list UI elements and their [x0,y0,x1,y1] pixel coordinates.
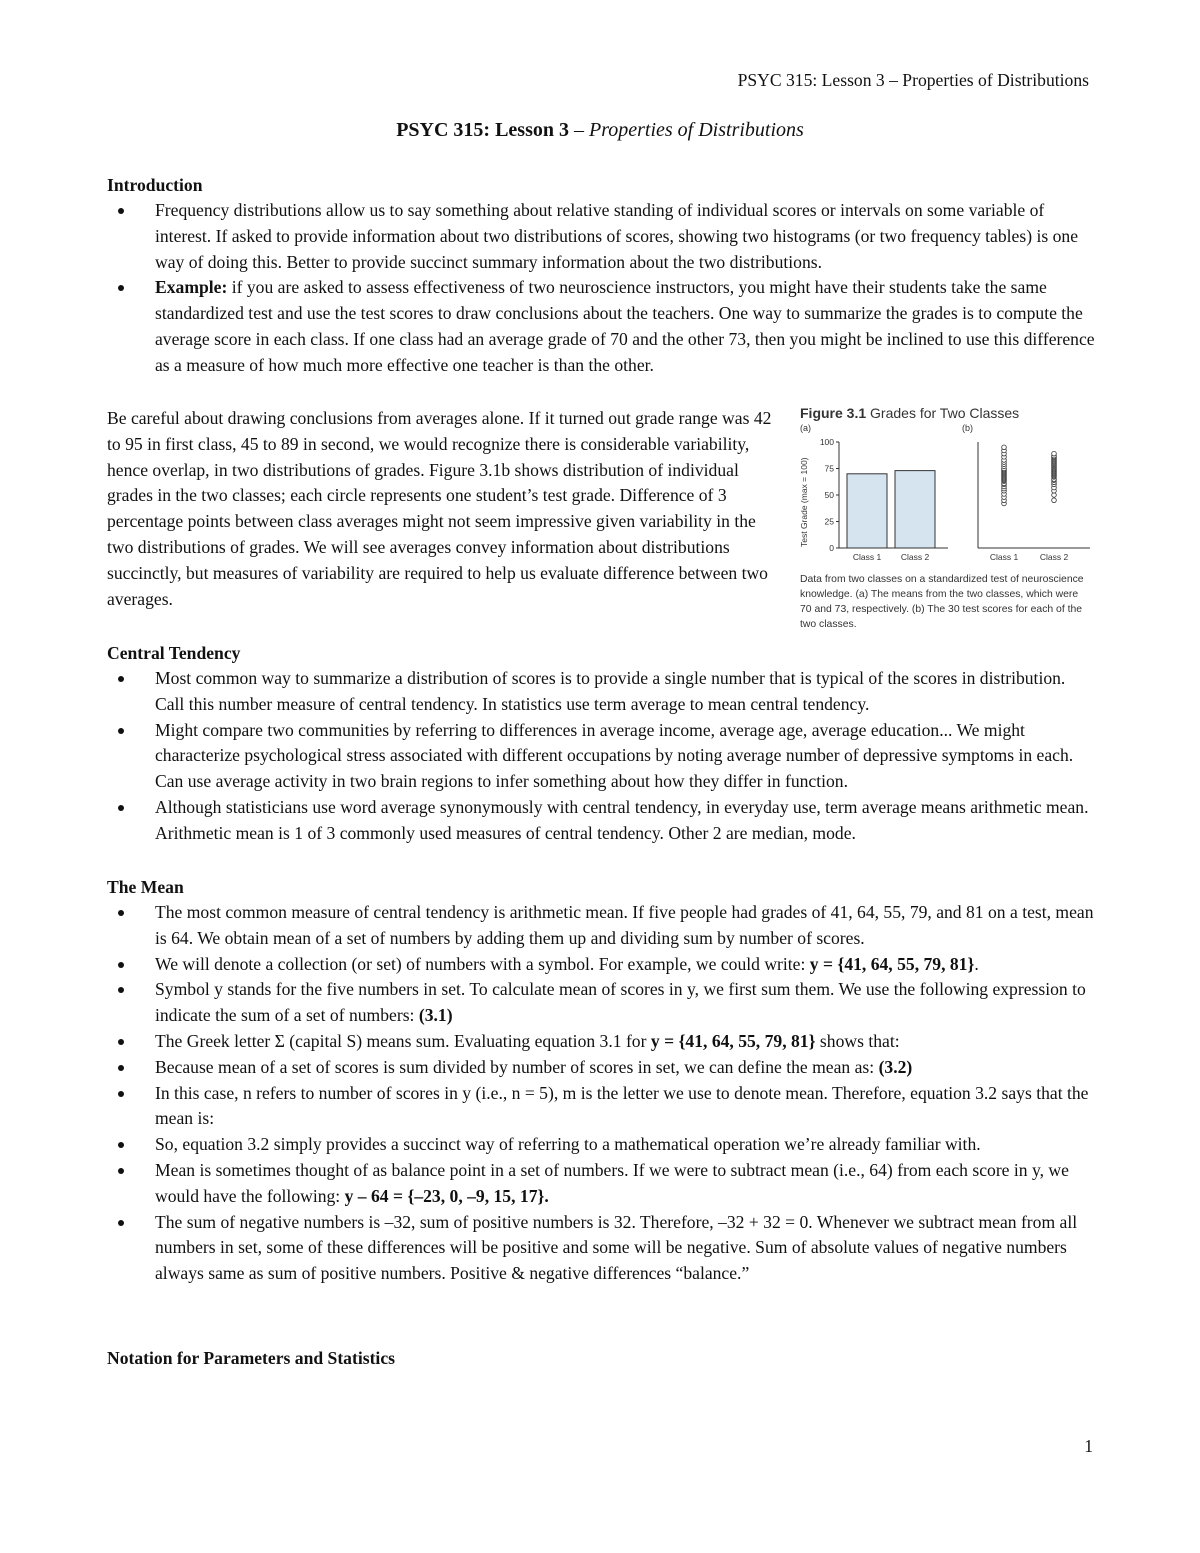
x-tick-label: Class 2 [1039,552,1069,562]
page-title [0,119,1200,142]
the-mean-heading: The Mean [107,877,184,897]
y-axis-label: Test Grade (max = 100) [799,457,809,547]
central-tendency-heading: Central Tendency [107,643,241,663]
list-item: In this case, n refers to number of scores in y (i.e., n = 5), m is the letter we use to denote mean. Therefore, equation 3.2 says that the mean is: [107,1081,1097,1133]
list-item: Symbol y stands for the five numbers in set. To calculate mean of scores in y, we first sum them. We use the following expression to indicate the sum of a set of numbers: (3.1) [107,977,1097,1029]
notation-section [107,1345,1097,1371]
bar [895,471,935,548]
introduction-heading: Introduction [107,175,203,195]
title-dash: – [568,119,589,141]
y-tick-label: 50 [824,490,834,500]
figure-3-1 [790,400,1095,640]
list-item: Most common way to summarize a distribution of scores is to provide a single number that is typical of the scores in distribution. Call this number measure of central tendency. In statistics use term average to mean central tendency. [107,666,1097,718]
title-topic: Properties of Distributions [588,119,804,141]
careful-paragraph: Be careful about drawing conclusions from averages alone. If it turned out grade range was 42 to 95 in first class, 45 to 89 in second, we would recognize there is considerable variability, hence overlap, in two distributions of grades. Figure 3.1b shows distribution of individual grades in the two classes; each circle represents one student’s test grade. Difference of 3 percentage points between class averages might not seem impressive given variability in the two distributions of grades. We will see averages convey information about distributions succinctly, but measures of variability are required to help us evaluate difference between two averages. [107,408,772,609]
page-number: 1 [1084,1436,1093,1456]
x-tick-label: Class 1 [989,552,1019,562]
y-tick-label: 25 [824,516,834,527]
the-mean-section [107,874,1097,1287]
list-item: The Greek letter Σ (capital S) means sum. Evaluating equation 3.1 for y = {41, 64, 55, 79, 81} shows that: [107,1029,1097,1055]
list-item: So, equation 3.2 simply provides a succinct way of referring to a mathematical operation we’re already familiar with. [107,1132,1097,1158]
figure-chart [790,400,1095,570]
x-tick-label: Class 2 [900,552,930,562]
title-course: PSYC 315: Lesson 3 [396,119,569,141]
introduction-list [107,198,1097,379]
grade-dot [1002,445,1007,450]
central-tendency-section [107,640,1097,847]
the-mean-list [107,900,1097,1287]
bar [847,474,887,548]
introduction-section [107,172,1097,379]
list-item: Example: if you are asked to assess effectiveness of two neuroscience instructors, you might have their students take the same standardized test and use the test scores to draw conclusions about the teachers. One way to summarize the grades is to compute the average score in each class. If one class had an average grade of 70 and the other 73, then you might be inclined to use this difference as a measure of how much more effective one teacher is than the other. [107,275,1097,378]
y-tick-label: 75 [824,463,834,474]
central-tendency-list [107,666,1097,847]
list-item: Mean is sometimes thought of as balance point in a set of numbers. If we were to subtract mean (i.e., 64) from each score in y, we would have the following: y – 64 = {–23, 0, –9, 15, 17}. [107,1158,1097,1210]
list-item: We will denote a collection (or set) of numbers with a symbol. For example, we could write: y = {41, 64, 55, 79, 81}. [107,952,1097,978]
panel-b-dots [990,445,1069,562]
panel-b-axes [978,442,1090,548]
list-item: Frequency distributions allow us to say something about relative standing of individual scores or intervals on some variable of interest. If asked to provide information about two distributions of scores, showing two histograms (or two frequency tables) is one way of doing this. Better to provide succinct summary information about the two distributions. [107,198,1097,275]
y-tick-label: 0 [829,543,834,553]
list-item: Might compare two communities by referring to differences in average income, average age, average education... We might characterize psychological stress associated with different occupations by noting average number of depressive symptoms in each. Can use average activity in two brain regions to infer something about how they differ in function. [107,718,1097,795]
x-tick-label: Class 1 [852,552,882,562]
list-item: Although statisticians use word average synonymously with central tendency, in everyday use, term average means arithmetic mean. Arithmetic mean is 1 of 3 commonly used measures of central tendency. Other 2 are median, mode. [107,795,1097,847]
running-header: PSYC 315: Lesson 3 – Properties of Distributions [737,70,1089,90]
grade-dot [1052,498,1057,503]
y-tick-label: 100 [819,437,834,447]
panel-b-label: (b) [962,423,973,433]
figure-caption: Data from two classes on a standardized test of neuroscience knowledge. (a) The means from the two classes, which were 70 and 73, respectively. (b) The 30 test scores for each of the two classes. [800,574,1084,630]
notation-heading: Notation for Parameters and Statistics [107,1348,395,1368]
panel-a-label: (a) [800,423,811,433]
figure-title: Figure 3.1 Grades for Two Classes [800,405,1020,421]
list-item: The most common measure of central tendency is arithmetic mean. If five people had grades of 41, 64, 55, 79, and 81 on a test, mean is 64. We obtain mean of a set of numbers by adding them up and dividing sum by number of scores. [107,900,1097,952]
grade-dot [1052,451,1057,456]
list-item: Because mean of a set of scores is sum divided by number of scores in set, we can define the mean as: (3.2) [107,1055,1097,1081]
list-item: The sum of negative numbers is –32, sum of positive numbers is 32. Therefore, –32 + 32 = 0. Whenever we subtract mean from all numbers in set, some of these differences will be positive and some will be negative. Sum of absolute values of negative numbers always same as sum of positive numbers. Positive & negative differences “balance.” [107,1210,1097,1287]
